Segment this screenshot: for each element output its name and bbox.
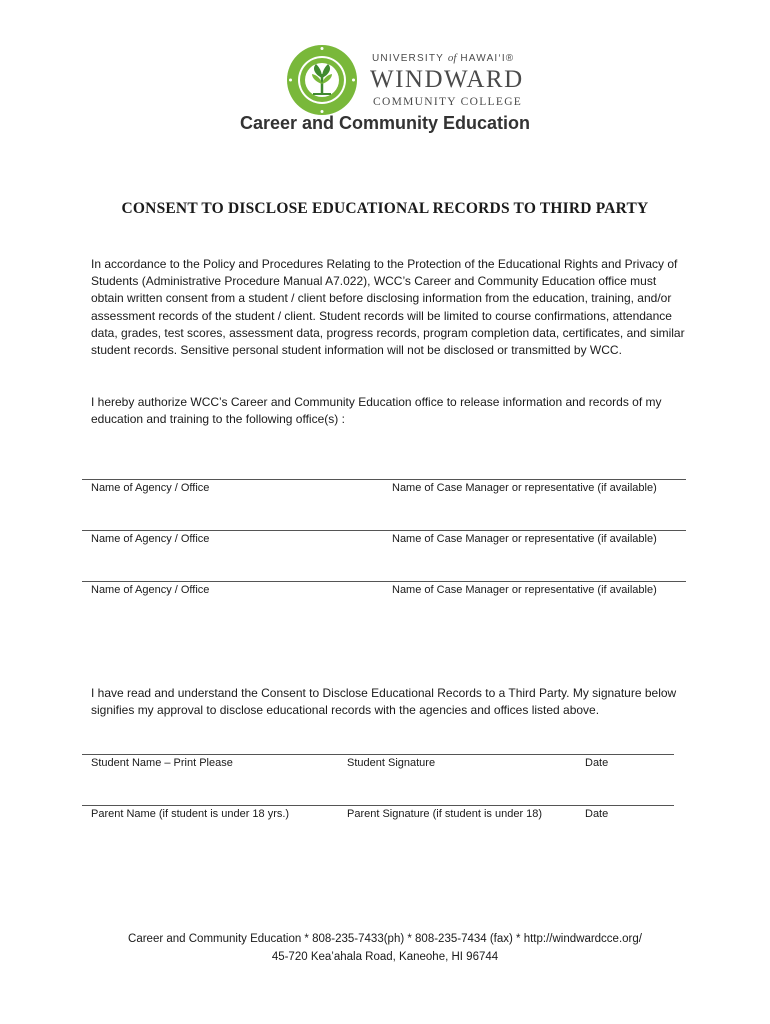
authorization-paragraph: I hereby authorize WCC’s Career and Community Education office to release information and records of my education and training to the following office(s) : — [91, 395, 662, 427]
parent-signature-label: Parent Signature (if student is under 18) — [347, 808, 543, 820]
date-label: Date — [585, 757, 609, 769]
university-seal-icon — [286, 44, 358, 116]
intro-paragraph: In accordance to the Policy and Procedures Relating to the Protection of the Educational Rights and Privacy of Students (Administrative Procedure Manual A7.022), WCC’s Career and Community Education office must obtain written consent from a student / client before disclosing information from the education, training, and/or assessment records of the student / client. Student records will be limited to course confirmations, attendance data, grades, test scores, assessment data, progress records, program completion data, certificates, and similar student records. Sensitive personal student information will not be disclosed or transmitted by WCC. — [91, 257, 685, 358]
agency-line-3[interactable] — [82, 581, 686, 582]
agency-label: Name of Agency / Office — [91, 482, 210, 494]
student-signature-line[interactable] — [82, 754, 674, 755]
student-name-label: Student Name – Print Please — [91, 757, 233, 769]
parent-signature-line[interactable] — [82, 805, 674, 806]
case-manager-label: Name of Case Manager or representative (if available) — [392, 584, 657, 596]
case-manager-label: Name of Case Manager or representative (if available) — [392, 482, 657, 494]
college-suffix: COMMUNITY COLLEGE — [373, 96, 523, 108]
agency-label: Name of Agency / Office — [91, 584, 210, 596]
university-name: UNIVERSITY of HAWAI‘I® — [372, 52, 515, 64]
college-name: WINDWARD — [370, 66, 524, 93]
college-logo — [286, 44, 526, 118]
agency-line-2[interactable] — [82, 530, 686, 531]
agency-line-1[interactable] — [82, 479, 686, 480]
parent-name-label: Parent Name (if student is under 18 yrs.) — [91, 808, 290, 820]
footer-contact: Career and Community Education * 808-235-7433(ph) * 808-235-7434 (fax) * http://windwardcce.org/ — [128, 933, 642, 945]
student-signature-label: Student Signature — [347, 757, 436, 769]
acknowledgement-paragraph: I have read and understand the Consent to Disclose Educational Records to a Third Party. My signature below signifies my approval to disclose educational records with the agencies and offices listed above. — [91, 686, 677, 718]
date-label: Date — [585, 808, 609, 820]
form-title: CONSENT TO DISCLOSE EDUCATIONAL RECORDS TO THIRD PARTY — [121, 200, 649, 217]
agency-label: Name of Agency / Office — [91, 533, 210, 545]
case-manager-label: Name of Case Manager or representative (if available) — [392, 533, 657, 545]
department-name: Career and Community Education — [239, 113, 531, 133]
footer-address: 45-720 Kea’ahala Road, Kaneohe, HI 96744 — [271, 951, 499, 963]
